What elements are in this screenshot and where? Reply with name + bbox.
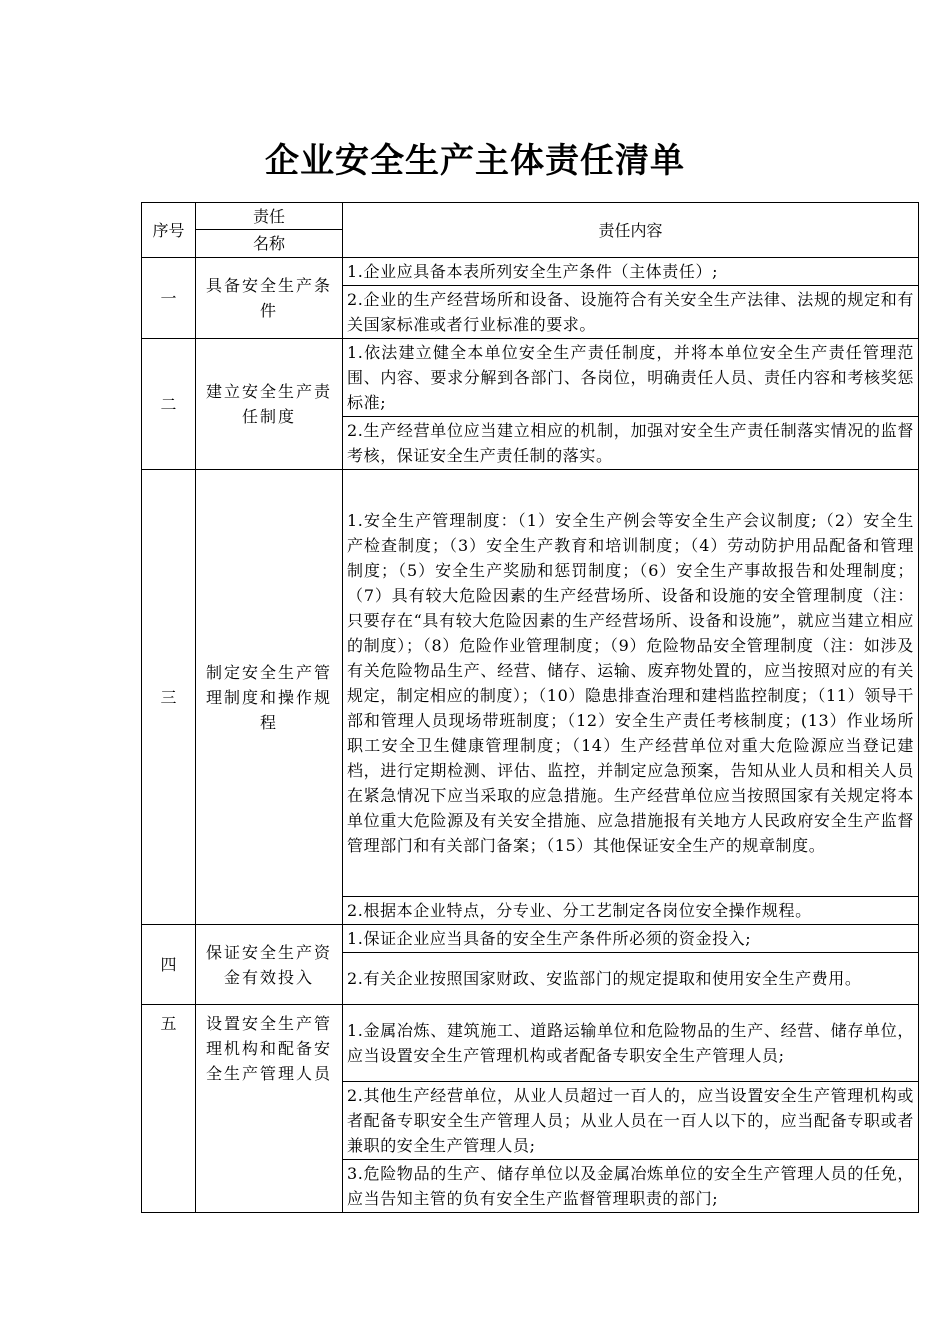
row-seq: 三: [142, 470, 196, 925]
content-item: 2.有关企业按照国家财政、安监部门的规定提取和使用安全生产费用。: [343, 953, 919, 1005]
content-item: 1.保证企业应当具备的安全生产条件所必须的资金投入;: [343, 925, 919, 953]
row-seq: 四: [142, 925, 196, 1005]
row-seq: 一: [142, 258, 196, 339]
row-seq: 二: [142, 339, 196, 470]
responsibility-table: [141, 202, 919, 1213]
header-name-line1: 责任: [196, 203, 343, 230]
content-item: 1.依法建立健全本单位安全生产责任制度，并将本单位安全生产责任管理范围、内容、要求分解到各部门、各岗位，明确责任人员、责任内容和考核奖惩标准;: [343, 339, 919, 417]
row-name: 保证安全生产资金有效投入: [196, 925, 343, 1005]
header-name-line2: 名称: [196, 230, 343, 258]
row-name: 设置安全生产管理机构和配备安全生产管理人员: [196, 1005, 343, 1213]
table-row: [142, 1005, 919, 1082]
content-item: 2.其他生产经营单位，从业人员超过一百人的，应当设置安全生产管理机构或者配备专职安全生产管理人员；从业人员在一百人以下的，应当配备专职或者兼职的安全生产管理人员;: [343, 1082, 919, 1160]
header-content: 责任内容: [343, 203, 919, 258]
content-item: 2.企业的生产经营场所和设备、设施符合有关安全生产法律、法规的规定和有关国家标准或者行业标准的要求。: [343, 286, 919, 339]
content-item: 1.企业应具备本表所列安全生产条件（主体责任）;: [343, 258, 919, 286]
content-item: 3.危险物品的生产、储存单位以及金属冶炼单位的安全生产管理人员的任免，应当告知主管的负有安全生产监督管理职责的部门;: [343, 1160, 919, 1213]
header-row: [142, 203, 919, 230]
row-name: 制定安全生产管理制度和操作规程: [196, 470, 343, 925]
table-row: [142, 258, 919, 286]
content-item: 2.生产经营单位应当建立相应的机制，加强对安全生产责任制落实情况的监督考核，保证安全生产责任制的落实。: [343, 417, 919, 470]
row-name: 建立安全生产责任制度: [196, 339, 343, 470]
row-name: 具备安全生产条件: [196, 258, 343, 339]
header-seq: 序号: [142, 203, 196, 258]
content-item: 1.金属冶炼、建筑施工、道路运输单位和危险物品的生产、经营、储存单位，应当设置安全生产管理机构或者配备专职安全生产管理人员;: [343, 1005, 919, 1082]
table-row: [142, 339, 919, 417]
row-seq: 五: [142, 1005, 196, 1213]
content-item: 1.安全生产管理制度：（1）安全生产例会等安全生产会议制度;（2）安全生产检查制度；（3）安全生产教育和培训制度；（4）劳动防护用品配备和管理制度；（5）安全生产奖励和惩罚制度；（6）安全生产事故报告和处理制度；（7）具有较大危险因素的生产经营场所、设备和设施的安全管理制度（注：只要存在“具有较大危险因素的生产经营场所、设备和设施”，就应当建立相应的制度）；（8）危险作业管理制度；（9）危险物品安全管理制度（注：如涉及有关危险物品生产、经营、储存、运输、废弃物处置的，应当按照对应的有关规定，制定相应的制度）；（10）隐患排查治理和建档监控制度；（11）领导干部和管理人员现场带班制度；（12）安全生产责任考核制度；(13）作业场所职工安全卫生健康管理制度；（14）生产经营单位对重大危险源应当登记建档，进行定期检测、评估、监控，并制定应急预案，告知从业人员和相关人员在紧急情况下应当采取的应急措施。生产经营单位应当按照国家有关规定将本单位重大危险源及有关安全措施、应急措施报有关地方人民政府安全生产监督管理部门和有关部门备案；（15）其他保证安全生产的规章制度。: [343, 470, 919, 897]
page-title: 企业安全生产主体责任清单: [265, 141, 685, 181]
content-item: 2.根据本企业特点，分专业、分工艺制定各岗位安全操作规程。: [343, 897, 919, 925]
table-row: [142, 470, 919, 897]
table-row: [142, 925, 919, 953]
